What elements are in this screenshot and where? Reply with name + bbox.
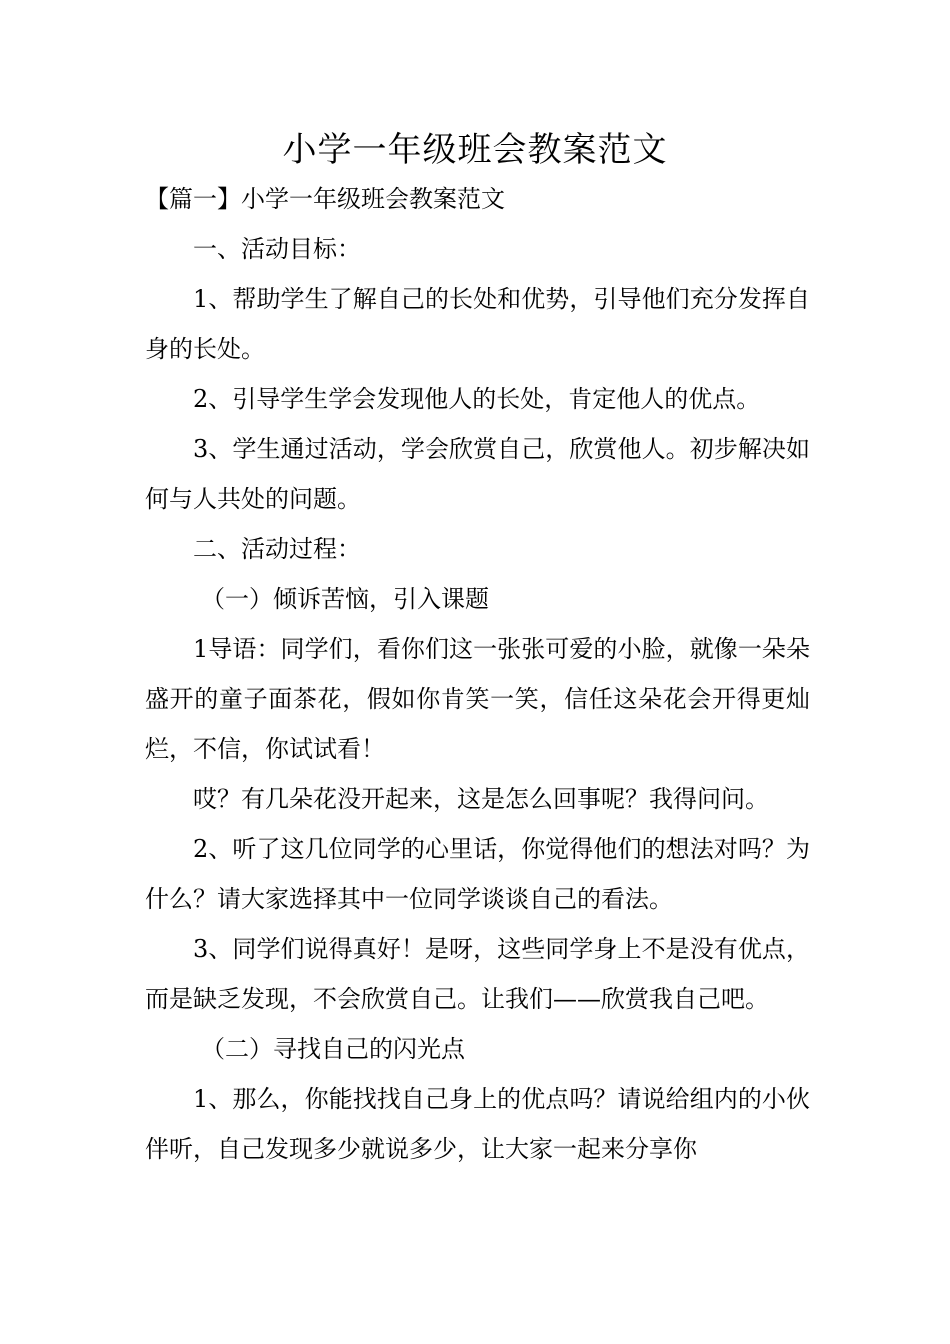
subheading-step-1: （一）倾诉苦恼，引入课题 [201, 585, 489, 613]
paragraph-introduction: 1导语：同学们，看你们这一张张可爱的小脸，就像一朵朵盛开的童子面茶花，假如你肯笑一笑，信任这朵花会开得更灿烂，不信，你试试看！ [145, 635, 810, 763]
paragraph-find-strengths: 1、那么，你能找找自己身上的优点吗？请说给组内的小伙伴听，自己发现多少就说多少，让大家一起来分享你 [145, 1085, 810, 1163]
heading-activity-process: 二、活动过程： [193, 535, 361, 563]
subheading-step-2: （二）寻找自己的闪光点 [201, 1035, 465, 1063]
paragraph-question: 哎？有几朵花没开起来，这是怎么回事呢？我得问问。 [193, 785, 769, 813]
paragraph-goal-2: 2、引导学生学会发现他人的长处，肯定他人的优点。 [193, 385, 761, 413]
paragraph-step-2: 2、听了这几位同学的心里话，你觉得他们的想法对吗？为什么？请大家选择其中一位同学谈谈自己的看法。 [145, 835, 810, 913]
paragraph-goal-3: 3、学生通过活动，学会欣赏自己，欣赏他人。初步解决如何与人共处的问题。 [145, 435, 810, 513]
paragraph-step-3: 3、同学们说得真好！是呀，这些同学身上不是没有优点，而是缺乏发现，不会欣赏自己。让我们——欣赏我自己吧。 [145, 935, 810, 1013]
document-body [145, 174, 810, 1174]
heading-activity-goals: 一、活动目标： [193, 235, 361, 263]
section-heading-part-one: 【篇一】小学一年级班会教案范文 [145, 185, 505, 213]
paragraph-goal-1: 1、帮助学生了解自己的长处和优势，引导他们充分发挥自身的长处。 [145, 285, 810, 363]
document-title: 小学一年级班会教案范文 [282, 130, 668, 170]
